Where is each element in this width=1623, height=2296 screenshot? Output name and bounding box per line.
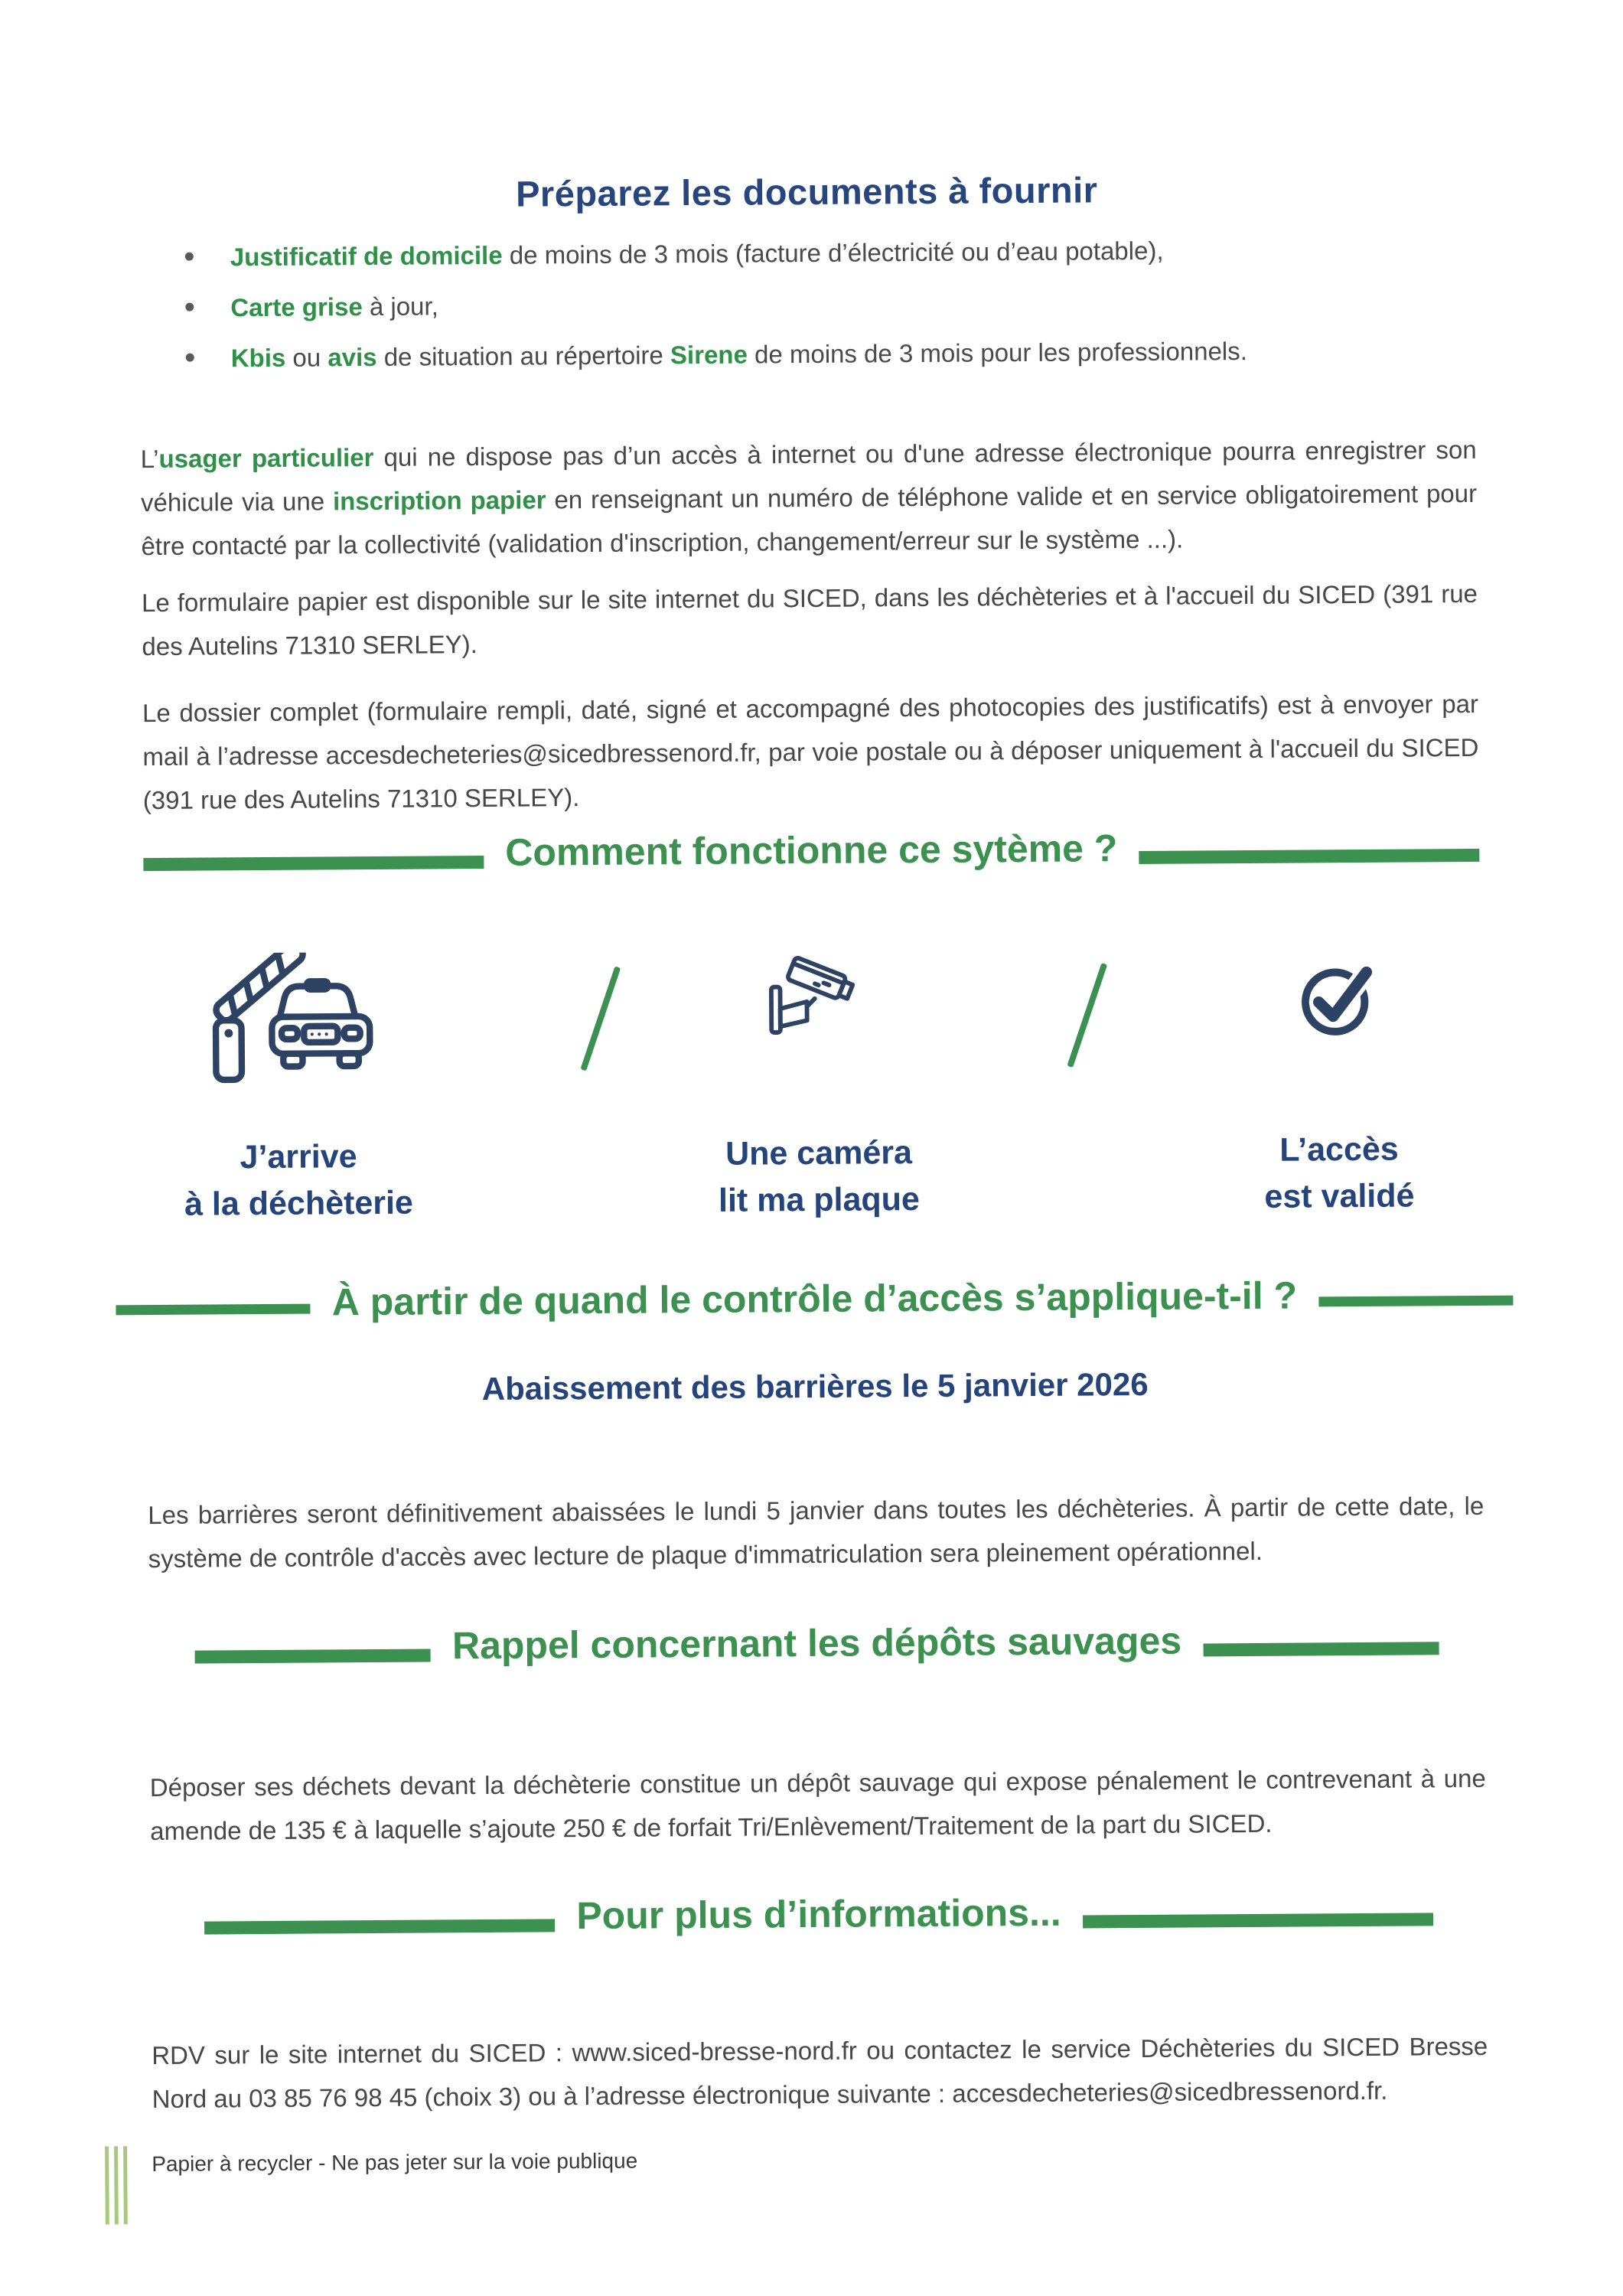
list-item (185, 285, 1475, 323)
slash-separator (580, 966, 621, 1071)
paragraph-contact-info: RDV sur le site internet du SICED : www.siced-bresse-nord.fr ou contactez le service Déchèteries du SICED Bresse Nord au 03 85 76 98 45 (choix 3) ou à l’adresse électronique suivante : accesdecheteries@sicedbressenord.fr. (152, 2031, 1488, 2114)
section-heading-when (116, 1272, 1513, 1326)
step-label: Une caméra lit ma plaque (718, 1134, 921, 1219)
step-validated (1154, 944, 1523, 1221)
section-title: Rappel concernant les dépôts sauvages (451, 1619, 1182, 1668)
heading-rule-left (195, 1649, 432, 1663)
step-label: J’arrive à la déchèterie (184, 1138, 414, 1223)
section-heading-how-it-works (143, 823, 1479, 877)
barrier-lowering-date-subtitle: Abaissement des barrières le 5 janvier 2026 (481, 1365, 1149, 1407)
heading-rule-left (116, 1304, 310, 1316)
heading-rule-left (143, 856, 484, 871)
step-arrive (113, 951, 482, 1228)
bullet-text: Carte grise à jour, (230, 292, 438, 322)
paragraph-form-availability: Le formulaire papier est disponible sur le site internet du SICED, dans les déchèteries et à l'accueil du SICED (391 rue des Autelins 71310 SERLEY). (141, 579, 1478, 661)
check-circle-icon (1154, 944, 1522, 1088)
list-item (186, 335, 1476, 373)
paragraph-illegal-dumping-fine: Déposer ses déchets devant la déchèterie constitue un dépôt sauvage qui expose pénalement le contrevenant à une amende de 135 € à laquelle s’ajoute 250 € de forfait Tri/Enlèvement/Traitement de la part du SICED. (149, 1763, 1486, 1846)
bullet-text: Justificatif de domicile de moins de 3 mois (facture d’électricité ou d’eau potable), (230, 236, 1164, 272)
section-title: Pour plus d’informations... (576, 1890, 1061, 1938)
list-item (185, 234, 1475, 272)
heading-rule-right (1203, 1642, 1439, 1656)
how-it-works-steps (0, 944, 1623, 1231)
page-title: Préparez les documents à fournir (515, 169, 1098, 215)
footer-green-bars-icon (105, 2146, 128, 2224)
cctv-camera-icon (641, 947, 994, 1091)
section-heading-more-info (204, 1887, 1433, 1940)
paragraph-complete-file: Le dossier complet (formulaire rempli, daté, signé et accompagné des photocopies des justificatifs) est à envoyer par mail à l’adresse accesdecheteries@sicedbressenord.fr, par voie postale ou à déposer uniquement à l'accueil du SICED (391 rue des Autelins 71310 SERLEY). (142, 689, 1479, 815)
documents-bullet-list (185, 234, 1476, 395)
section-title: Comment fonctionne ce sytème ? (505, 827, 1118, 874)
section-title: À partir de quand le contrôle d’accès s’applique-t-il ? (331, 1274, 1298, 1324)
barrier-car-icon (113, 951, 481, 1095)
slash-separator (1067, 963, 1107, 1068)
heading-rule-left (204, 1919, 555, 1934)
section-heading-illegal-dumping (194, 1616, 1439, 1669)
bullet-dot-icon (186, 354, 194, 362)
recycle-note: Papier à recycler - Ne pas jeter sur la voie publique (152, 2148, 638, 2177)
heading-rule-right (1318, 1296, 1513, 1307)
step-label: L’accès est validé (1264, 1130, 1415, 1215)
paragraph-barriers-lowered: Les barrières seront définitivement abaissées le lundi 5 janvier dans toutes les déchèteries. À partir de cette date, le système de contrôle d'accès avec lecture de plaque d'immatriculation sera pleinement opérationnel. (148, 1491, 1484, 1574)
recycle-footer (105, 2143, 638, 2225)
bullet-dot-icon (185, 303, 194, 311)
paragraph-paper-registration: L’usager particulier qui ne dispose pas d’un accès à internet ou d'une adresse électronique pourra enregistrer son véhicule via une inscription papier en renseignant un numéro de téléphone valide et en service obligatoirement pour être contacté par la collectivité (validation d'inscription, changement/erreur sur le système ...). (140, 435, 1478, 561)
heading-rule-right (1139, 849, 1479, 864)
bullet-dot-icon (185, 253, 194, 261)
step-camera (641, 947, 995, 1225)
bullet-text: Kbis ou avis de situation au répertoire Sirene de moins de 3 mois pour les professionnels. (230, 337, 1247, 373)
heading-rule-right (1083, 1913, 1433, 1928)
